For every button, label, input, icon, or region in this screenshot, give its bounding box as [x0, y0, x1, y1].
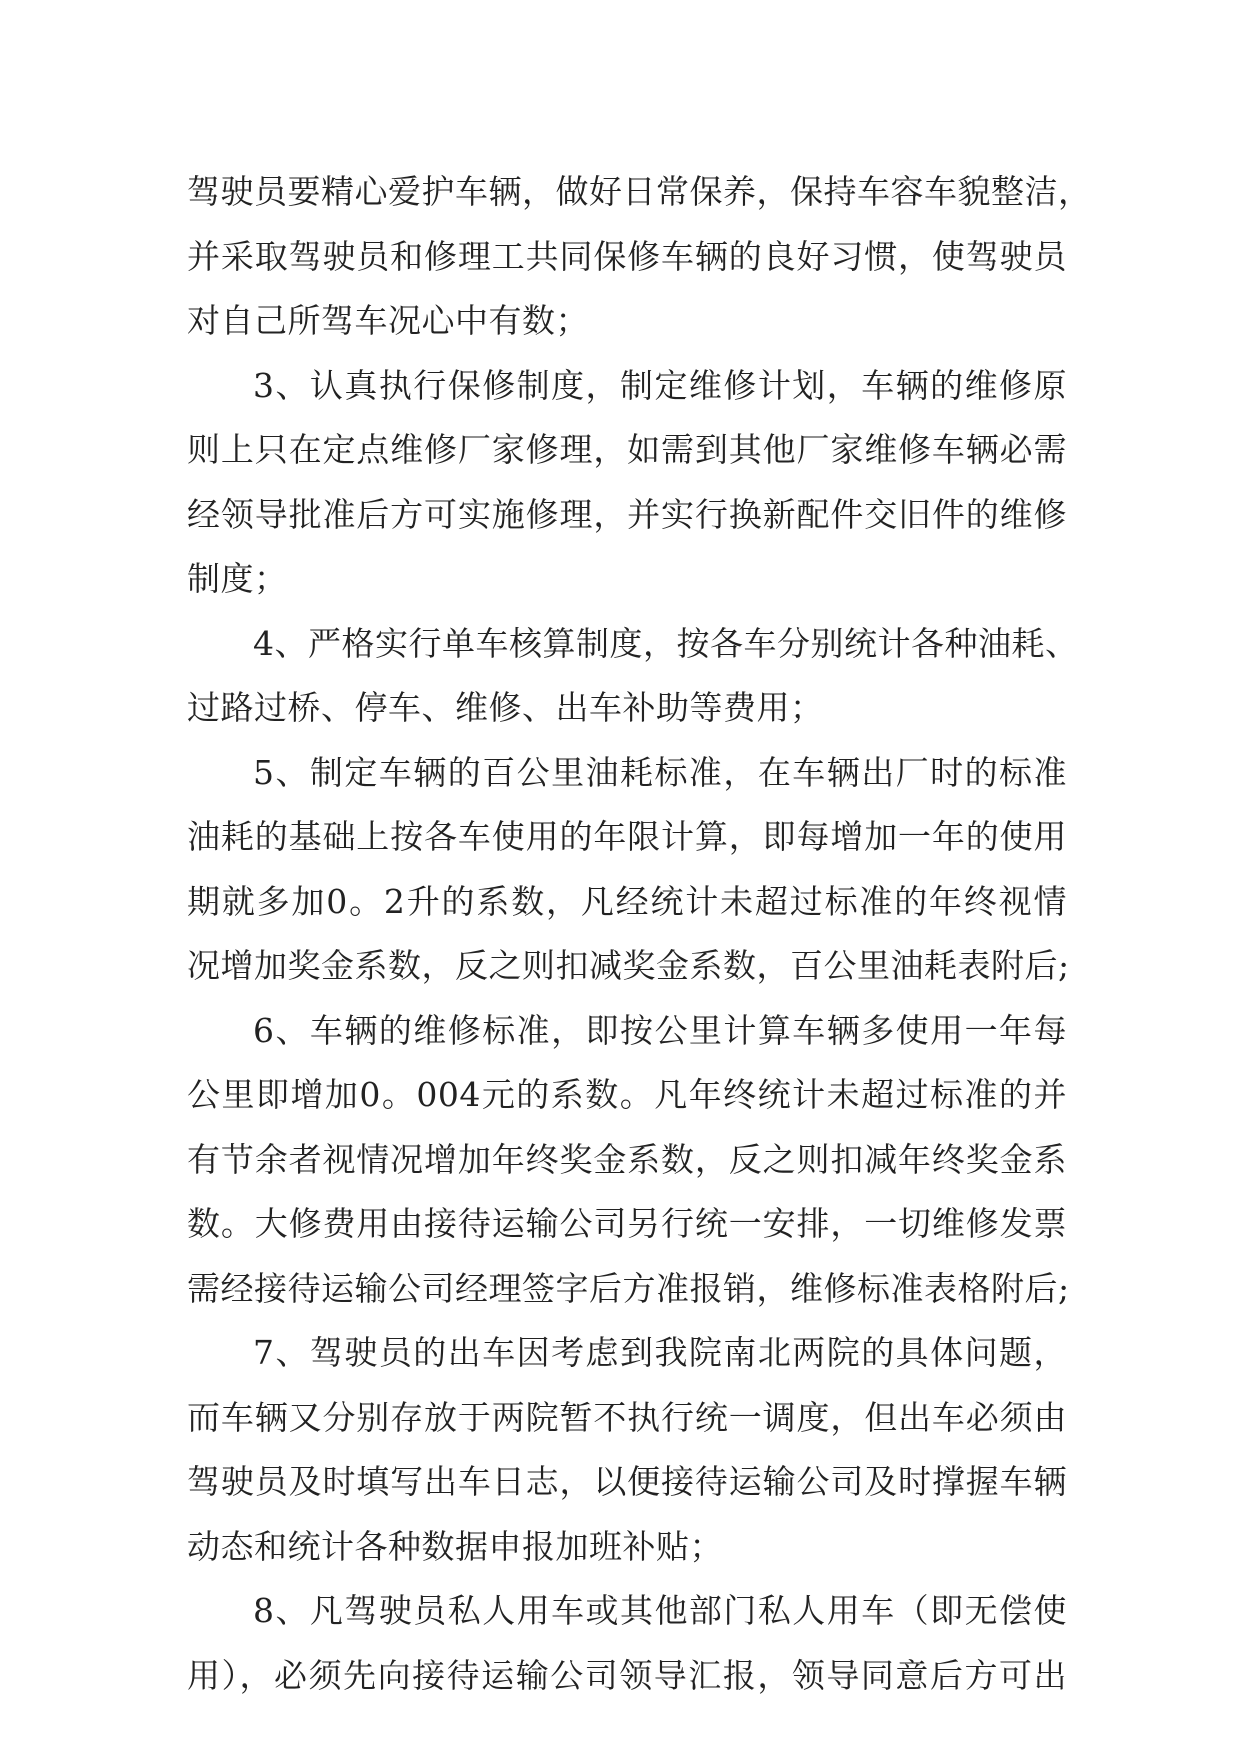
- text-line: 有节余者视情况增加年终奖金系数，反之则扣减年终奖金系: [187, 1139, 1067, 1179]
- item-5-first-line: 5、制定车辆的百公里油耗标准，在车辆出厂时的标准: [253, 752, 1067, 792]
- text-line: 经领导批准后方可实施修理，并实行换新配件交旧件的维修: [187, 494, 1067, 534]
- item-8-first-line: 8、凡驾驶员私人用车或其他部门私人用车（即无偿使: [253, 1591, 1067, 1630]
- text-line: 制度；: [187, 559, 288, 598]
- text-line: 过路过桥、停车、维修、出车补助等费用；: [187, 688, 824, 727]
- item-3-first-line: 3、认真执行保修制度，制定维修计划，车辆的维修原: [253, 365, 1067, 405]
- text-line: 而车辆又分别存放于两院暂不执行统一调度，但出车必须由: [187, 1397, 1067, 1437]
- body-text: [187, 160, 1092, 1708]
- item-7-first-line: 7、驾驶员的出车因考虑到我院南北两院的具体问题，: [253, 1333, 1067, 1372]
- text-line: 则上只在定点维修厂家修理，如需到其他厂家维修车辆必需: [187, 430, 1067, 469]
- text-line: 对自己所驾车况心中有数；: [187, 301, 589, 340]
- text-line: 况增加奖金系数，反之则扣减奖金系数，百公里油耗表附后;: [187, 946, 1070, 985]
- item-4-first-line: 4、严格实行单车核算制度，按各车分别统计各种油耗、: [253, 623, 1079, 663]
- text-line: 数。大修费用由接待运输公司另行统一安排，一切维修发票: [187, 1204, 1067, 1243]
- text-line: 需经接待运输公司经理签字后方准报销，维修标准表格附后;: [187, 1268, 1070, 1308]
- item-6-first-line: 6、车辆的维修标准，即按公里计算车辆多使用一年每: [253, 1010, 1067, 1050]
- text-line: 用），必须先向接待运输公司领导汇报，领导同意后方可出: [187, 1655, 1067, 1695]
- text-line: 公里即增加0。004元的系数。凡年终统计未超过标准的并: [187, 1075, 1067, 1114]
- text-line: 驾驶员及时填写出车日志，以便接待运输公司及时撑握车辆: [187, 1462, 1067, 1501]
- text-line: 期就多加0。2升的系数，凡经统计未超过标准的年终视情: [187, 881, 1067, 921]
- text-line: 油耗的基础上按各车使用的年限计算，即每增加一年的使用: [187, 817, 1067, 856]
- text-line: 驾驶员要精心爱护车辆，做好日常保养，保持车容车貌整洁，: [187, 172, 1092, 211]
- text-line: 动态和统计各种数据申报加班补贴；: [187, 1526, 723, 1566]
- text-line: 并采取驾驶员和修理工共同保修车辆的良好习惯，使驾驶员: [187, 236, 1067, 276]
